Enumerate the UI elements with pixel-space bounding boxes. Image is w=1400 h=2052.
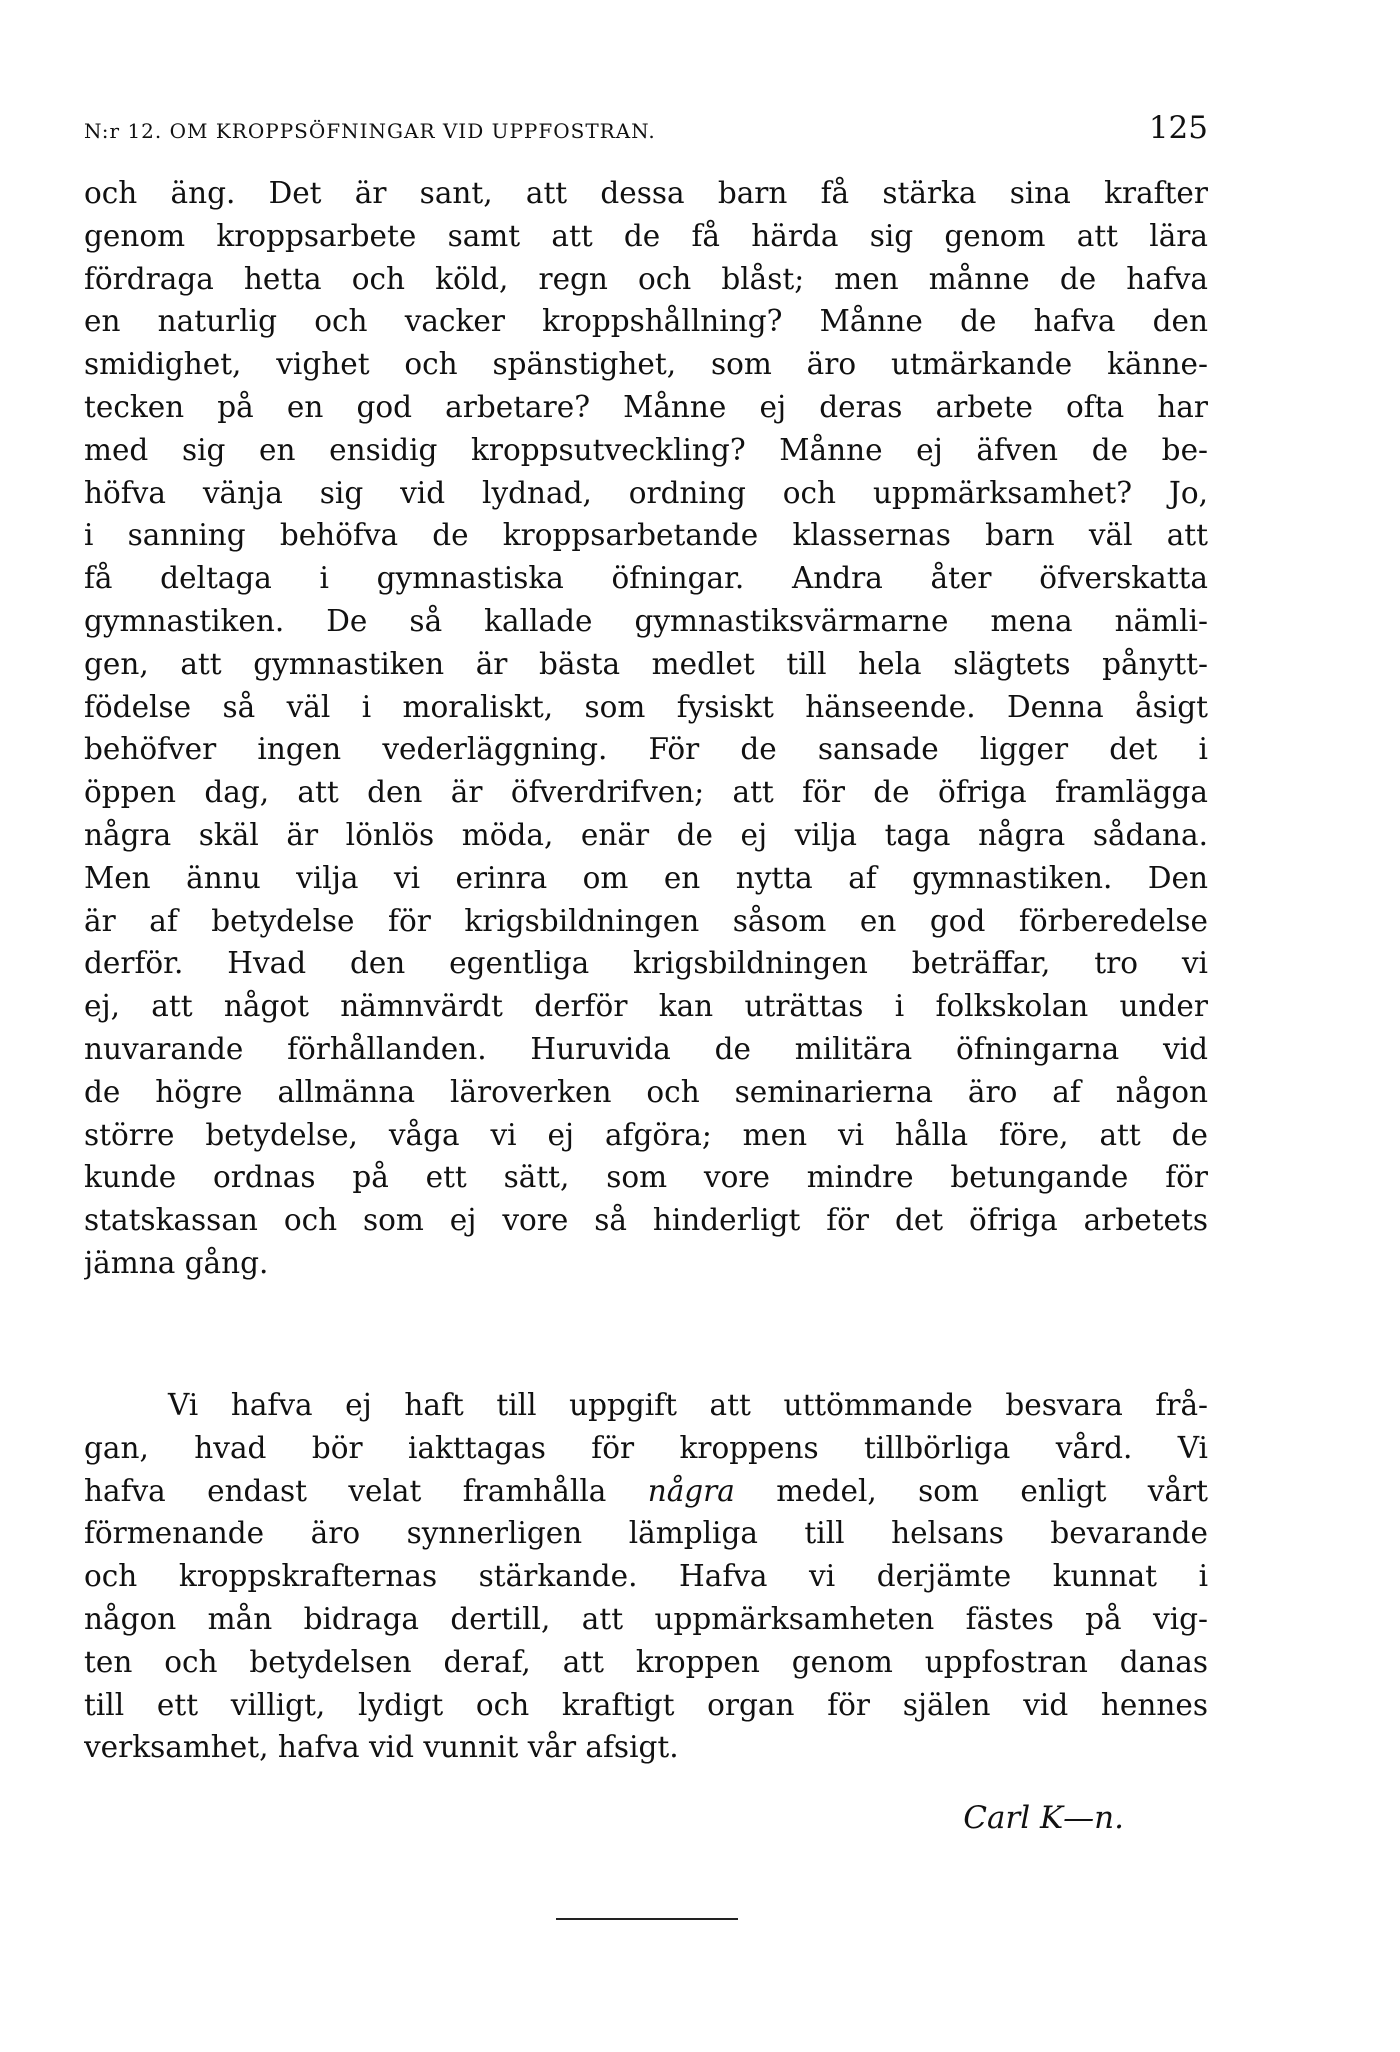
text-line: verksamhet, hafva vid vunnit vår afsigt.	[84, 1730, 679, 1765]
text-line: höfva vänja sig vid lydnad, ordning och uppmärksamhet? Jo,	[84, 475, 1208, 510]
text-line: större betydelse, våga vi ej afgöra; men vi hålla före, att de	[84, 1117, 1208, 1152]
text-line: någon mån bidraga dertill, att uppmärksamheten fästes på vig-	[84, 1601, 1208, 1636]
text-line: en naturlig och vacker kroppshållning? Månne de hafva den	[84, 304, 1208, 339]
text-line: tecken på en god arbetare? Månne ej deras arbete ofta har	[84, 389, 1208, 424]
text-line: genom kroppsarbete samt att de få härda sig genom att lära	[84, 218, 1208, 253]
paragraph-1	[84, 172, 1208, 1285]
text-line: några skäl är lönlös möda, enär de ej vilja taga några sådana.	[84, 817, 1208, 852]
text-line: smidighet, vighet och spänstighet, som äro utmärkande känne-	[84, 347, 1208, 382]
text-line: och kroppskrafternas stärkande. Hafva vi derjämte kunnat i	[84, 1559, 1208, 1594]
end-rule	[556, 1918, 738, 1920]
text-line: födelse så väl i moraliskt, som fysiskt hänseende. Denna åsigt	[84, 689, 1208, 724]
author-signature: Carl K—n.	[963, 1800, 1124, 1836]
text-line: behöfver ingen vederläggning. För de sansade ligger det i	[84, 732, 1208, 767]
text-line: till ett villigt, lydigt och kraftigt organ för själen vid hennes	[84, 1687, 1208, 1722]
text-line: fördraga hetta och köld, regn och blåst; men månne de hafva	[84, 261, 1208, 296]
text-line: gan, hvad bör iakttagas för kroppens tillbörliga vård. Vi	[84, 1430, 1208, 1465]
text-line: i sanning behöfva de kroppsarbetande klassernas barn väl att	[84, 518, 1208, 553]
text-line: Vi hafva ej haft till uppgift att uttömmande besvara frå-	[168, 1388, 1208, 1422]
text-line: Men ännu vilja vi erinra om en nytta af gymnastiken. Den	[84, 860, 1208, 895]
text-line: ten och betydelsen deraf, att kroppen genom uppfostran danas	[84, 1644, 1208, 1679]
text-line: är af betydelse för krigsbildningen såsom en god förberedelse	[84, 903, 1208, 938]
page-number: 125	[1148, 110, 1208, 146]
text-line: gen, att gymnastiken är bästa medlet till hela slägtets pånytt-	[84, 646, 1208, 681]
text-line: kunde ordnas på ett sätt, som vore mindre betungande för	[84, 1160, 1208, 1195]
text-line: ej, att något nämnvärdt derför kan uträttas i folkskolan under	[84, 989, 1208, 1024]
text-line: öppen dag, att den är öfverdrifven; att för de öfriga framlägga	[84, 775, 1208, 810]
text-segment: medel, som enligt vårt	[734, 1473, 1208, 1508]
text-line: nuvarande förhållanden. Huruvida de militära öfningarna vid	[84, 1031, 1208, 1066]
text-segment: hafva endast velat framhålla	[84, 1473, 648, 1508]
text-line: få deltaga i gymnastiska öfningar. Andra åter öfverskatta	[84, 561, 1208, 596]
text-line: med sig en ensidig kroppsutveckling? Månne ej äfven de be-	[84, 432, 1208, 467]
text-line: jämna gång.	[84, 1245, 269, 1280]
text-line-with-emphasis	[84, 1470, 1208, 1513]
text-line: statskassan och som ej vore så hinderligt för det öfriga arbetets	[84, 1203, 1208, 1238]
paragraph-2	[84, 1384, 1208, 1769]
text-line: gymnastiken. De så kallade gymnastiksvärmarne mena nämli-	[84, 603, 1208, 638]
running-title: N:r 12. OM KROPPSÖFNINGAR VID UPPFOSTRAN.	[84, 119, 656, 143]
text-line: förmenande äro synnerligen lämpliga till helsans bevarande	[84, 1516, 1208, 1551]
text-line: och äng. Det är sant, att dessa barn få stärka sina krafter	[84, 176, 1208, 210]
emphasis-word: några	[647, 1473, 735, 1508]
text-line: de högre allmänna läroverken och seminarierna äro af någon	[84, 1074, 1208, 1109]
running-header	[84, 110, 1208, 160]
text-line: derför. Hvad den egentliga krigsbildningen beträffar, tro vi	[84, 946, 1208, 981]
